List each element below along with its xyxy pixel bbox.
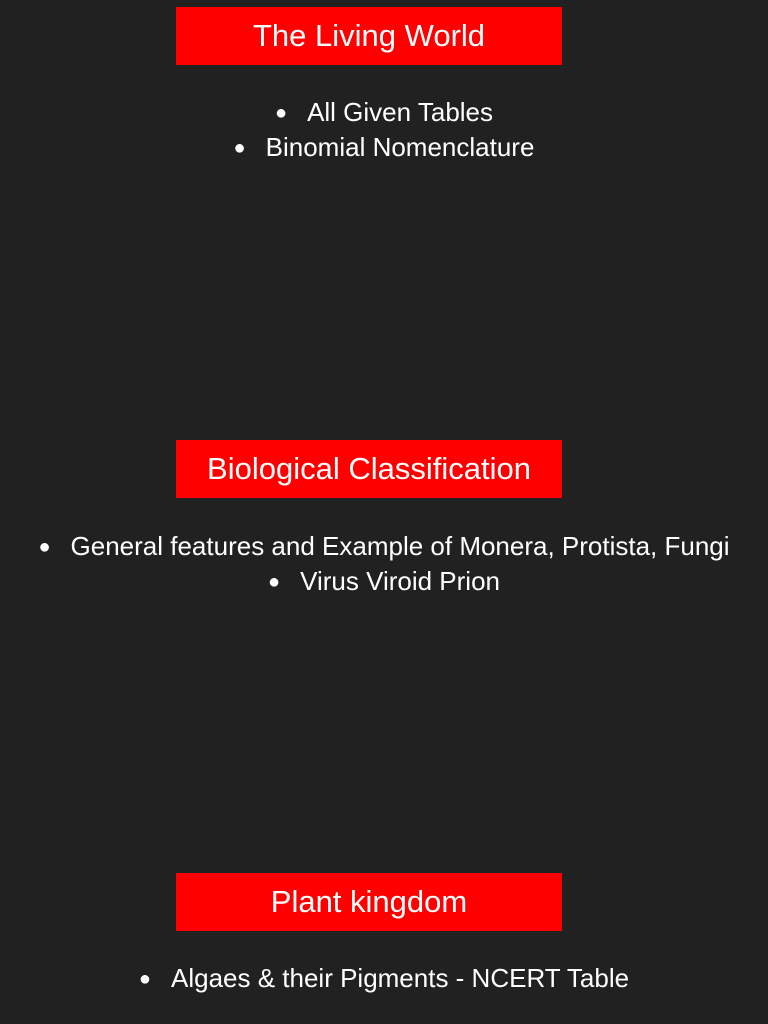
list-item-text: Binomial Nomenclature bbox=[265, 132, 535, 162]
list-item bbox=[0, 130, 768, 165]
list-item bbox=[0, 95, 768, 130]
bullet-icon: ● bbox=[267, 571, 281, 593]
bullet-icon: ● bbox=[233, 137, 246, 159]
bullet-icon: ● bbox=[274, 102, 288, 124]
list-item-text: Algaes & their Pigments - NCERT Table bbox=[170, 963, 630, 993]
list-item bbox=[0, 529, 768, 564]
section-heading-living-world: The Living World bbox=[176, 7, 562, 65]
list-item bbox=[0, 961, 768, 996]
list-item-text: General features and Example of Monera, Protista, Fungi bbox=[70, 531, 730, 561]
section-heading-biological-classification: Biological Classification bbox=[176, 440, 562, 498]
bullet-list-biological-classification bbox=[0, 529, 768, 599]
section-heading-plant-kingdom: Plant kingdom bbox=[176, 873, 562, 931]
list-item-text: All Given Tables bbox=[307, 97, 494, 127]
bullet-list-living-world bbox=[0, 95, 768, 165]
list-item bbox=[0, 564, 768, 599]
list-item-text: Virus Viroid Prion bbox=[300, 566, 500, 596]
bullet-icon: ● bbox=[38, 536, 51, 558]
bullet-icon: ● bbox=[138, 968, 151, 990]
bullet-list-plant-kingdom bbox=[0, 961, 768, 996]
